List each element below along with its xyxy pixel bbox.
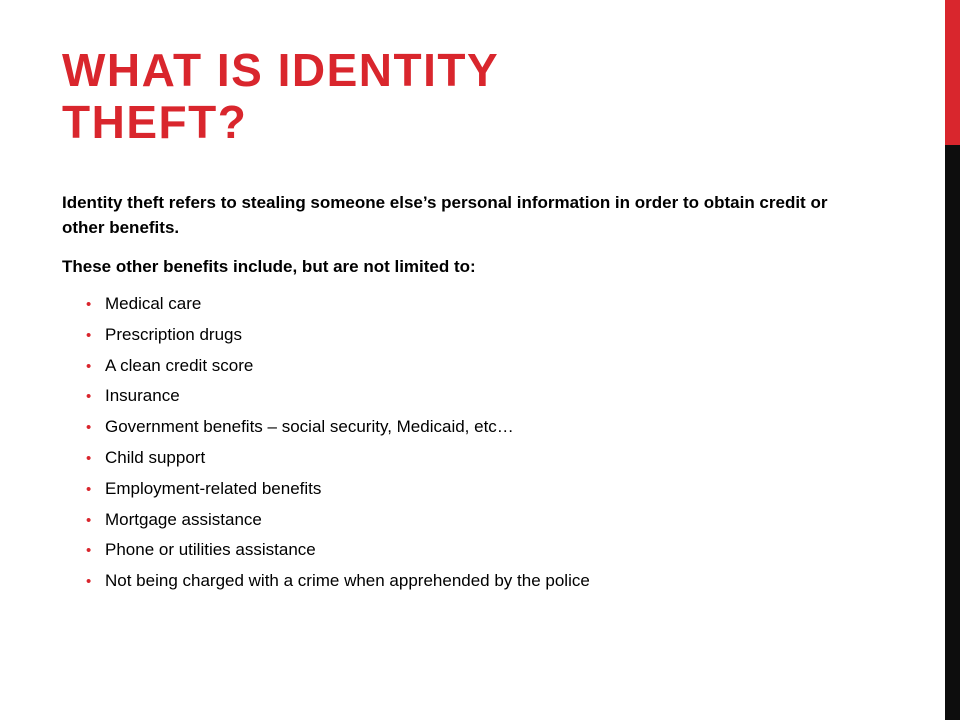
list-item-text: A clean credit score: [105, 355, 254, 375]
bullet-icon: •: [86, 573, 92, 591]
list-item-text: Government benefits – social security, Medicaid, etc…: [105, 417, 514, 437]
list-item: [86, 325, 906, 356]
bullet-icon: •: [86, 357, 92, 375]
list-item-text: Not being charged with a crime when apprehended by the police: [105, 571, 590, 591]
list-item: [86, 294, 906, 325]
slide-title: [62, 44, 922, 148]
list-item-text: Phone or utilities assistance: [105, 540, 316, 560]
list-item: [86, 356, 906, 387]
list-item-text: Insurance: [105, 386, 180, 406]
list-item: [86, 448, 906, 479]
bullet-icon: •: [86, 296, 92, 313]
list-item-text: Mortgage assistance: [105, 509, 262, 529]
bullet-icon: •: [86, 419, 92, 437]
list-item: [86, 571, 906, 602]
list-item: [86, 510, 906, 541]
benefits-list: [86, 294, 906, 602]
list-item: [86, 540, 906, 571]
slide-title-line-2: THEFT?: [62, 96, 248, 148]
list-item-text: Employment-related benefits: [105, 478, 322, 498]
bullet-icon: •: [86, 542, 92, 560]
list-item: [86, 479, 906, 510]
bullet-icon: •: [86, 449, 92, 467]
list-item: [86, 417, 906, 448]
list-item-text: Child support: [105, 447, 206, 467]
bullet-icon: •: [86, 326, 92, 344]
accent-side-bar: [945, 0, 960, 145]
bullet-icon: •: [86, 480, 92, 498]
dark-side-bar: [945, 145, 960, 720]
slide-title-line-1: WHAT IS IDENTITY: [62, 44, 500, 96]
definition-paragraph: Identity theft refers to stealing someone else’s personal information in order to obtain credit or other benefits.: [62, 193, 828, 237]
benefits-intro-paragraph: These other benefits include, but are not limited to:: [62, 257, 476, 276]
bullet-icon: •: [86, 511, 92, 529]
list-item-text: Prescription drugs: [105, 324, 243, 344]
list-item: [86, 386, 906, 417]
bullet-icon: •: [86, 388, 92, 406]
list-item-text: Medical care: [105, 294, 202, 313]
